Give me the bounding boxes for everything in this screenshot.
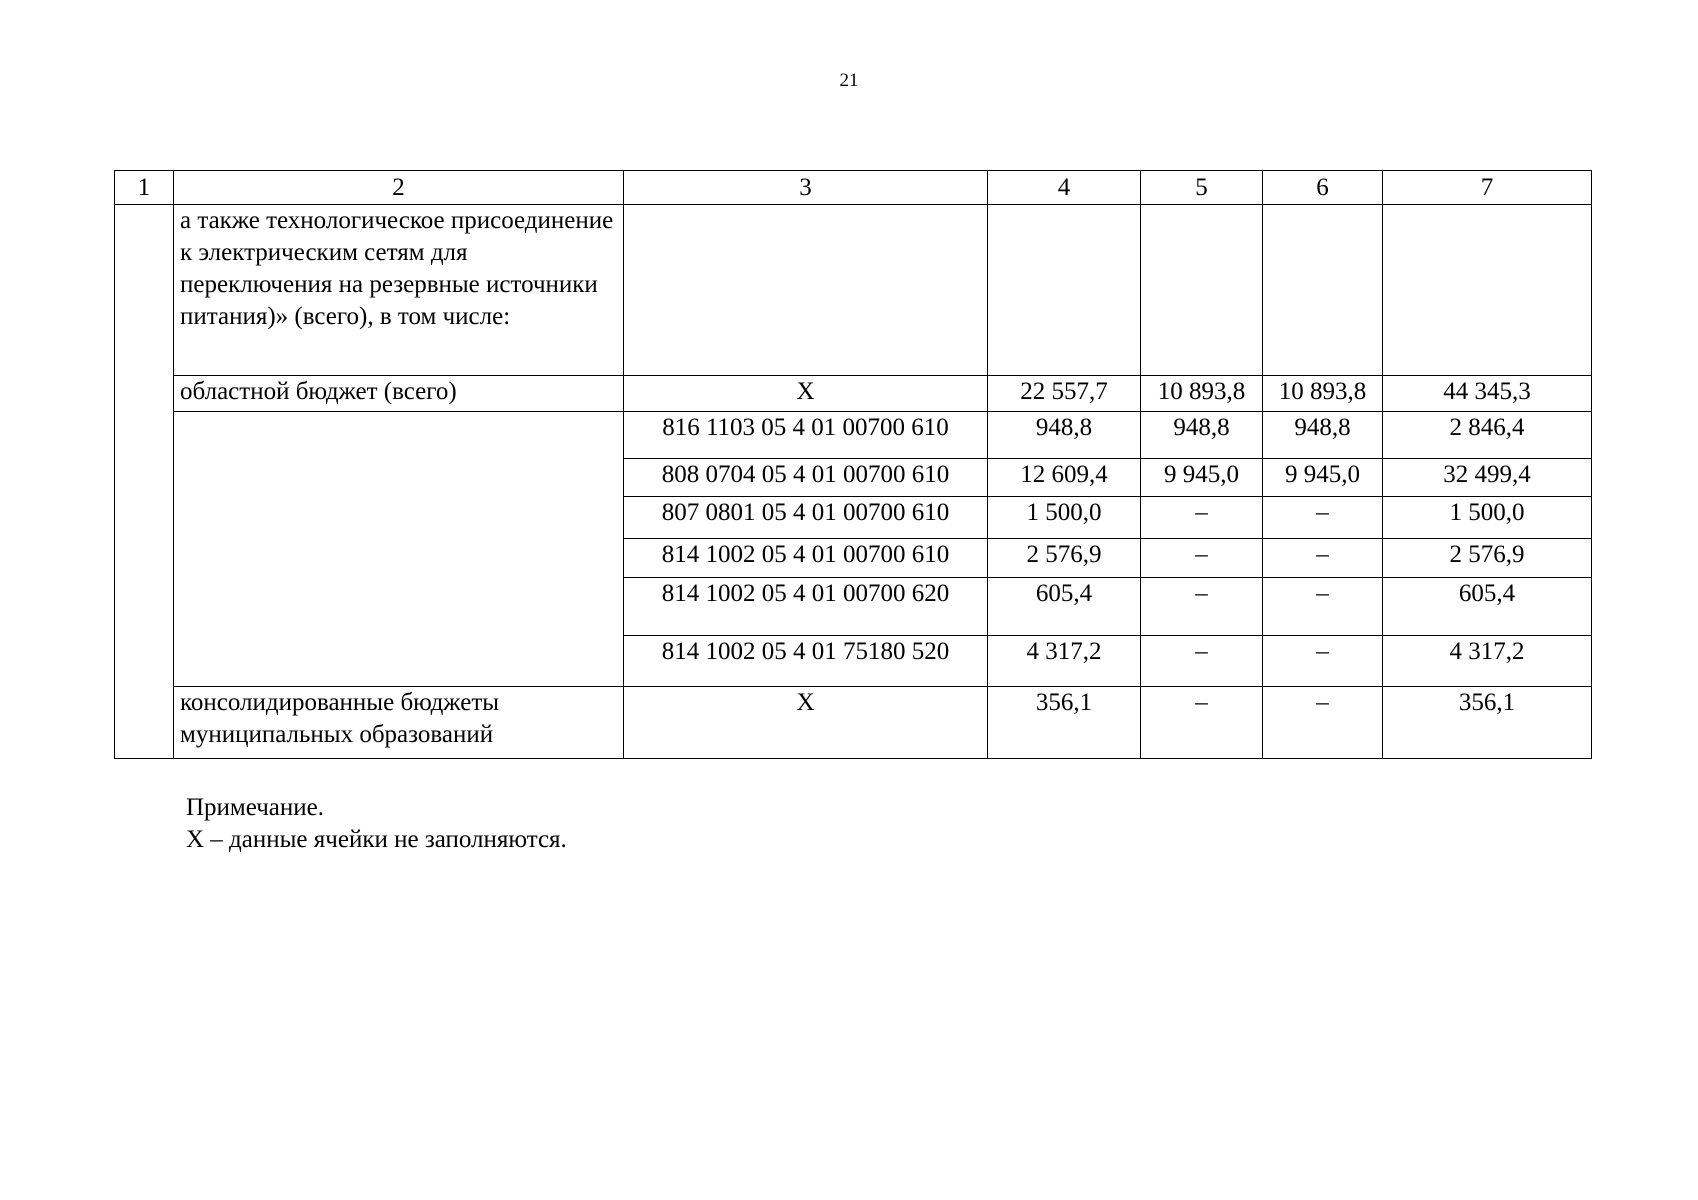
municipal-v5: – [1141,687,1263,759]
municipal-code: Х [624,687,988,759]
value-cell-5: – [1141,578,1263,636]
value-cell-7: 32 499,4 [1383,459,1592,497]
header-cell-2: 2 [174,171,624,205]
oblast-label: областной бюджет (всего) [174,376,624,412]
value-cell-5: 9 945,0 [1141,459,1263,497]
codes-description-empty [174,412,624,687]
page-number: 21 [839,70,859,91]
row-number-cell [115,205,174,759]
intro-v6-empty [1263,205,1383,376]
oblast-v6: 10 893,8 [1263,376,1383,412]
table-row [115,412,1592,459]
header-cell-6: 6 [1263,171,1383,205]
value-cell-6: 9 945,0 [1263,459,1383,497]
oblast-v4: 22 557,7 [988,376,1141,412]
header-cell-1: 1 [115,171,174,205]
code-cell: 814 1002 05 4 01 75180 520 [624,636,988,687]
value-cell-7: 2 576,9 [1383,539,1592,578]
value-cell-6: – [1263,578,1383,636]
code-cell: 814 1002 05 4 01 00700 610 [624,539,988,578]
municipal-v6: – [1263,687,1383,759]
oblast-v5: 10 893,8 [1141,376,1263,412]
value-cell-5: – [1141,539,1263,578]
value-cell-7: 605,4 [1383,578,1592,636]
table-row-intro [115,205,1592,376]
footnote [186,792,567,856]
value-cell-4: 948,8 [988,412,1141,459]
intro-v7-empty [1383,205,1592,376]
value-cell-5: – [1141,497,1263,539]
code-cell: 816 1103 05 4 01 00700 610 [624,412,988,459]
oblast-v7: 44 345,3 [1383,376,1592,412]
value-cell-6: – [1263,539,1383,578]
municipal-label: консолидированные бюджеты муниципальных образований [174,687,624,759]
table-row-oblast [115,376,1592,412]
municipal-v7: 356,1 [1383,687,1592,759]
table-row-municipal [115,687,1592,759]
value-cell-7: 4 317,2 [1383,636,1592,687]
footnote-title: Примечание. [186,794,325,821]
intro-code-empty [624,205,988,376]
municipal-v4: 356,1 [988,687,1141,759]
header-cell-5: 5 [1141,171,1263,205]
value-cell-4: 1 500,0 [988,497,1141,539]
value-cell-5: – [1141,636,1263,687]
oblast-code: Х [624,376,988,412]
value-cell-6: – [1263,497,1383,539]
header-cell-3: 3 [624,171,988,205]
value-cell-7: 1 500,0 [1383,497,1592,539]
header-cell-4: 4 [988,171,1141,205]
intro-v4-empty [988,205,1141,376]
intro-description: а также технологическое присоединение к электрическим сетям для переключения на резервные источники питания)» (всего), в том числе: [174,205,624,376]
value-cell-4: 12 609,4 [988,459,1141,497]
value-cell-4: 2 576,9 [988,539,1141,578]
value-cell-5: 948,8 [1141,412,1263,459]
header-cell-7: 7 [1383,171,1592,205]
value-cell-7: 2 846,4 [1383,412,1592,459]
code-cell: 808 0704 05 4 01 00700 610 [624,459,988,497]
intro-v5-empty [1141,205,1263,376]
value-cell-6: 948,8 [1263,412,1383,459]
budget-table [114,170,1592,759]
header-row [115,171,1592,205]
value-cell-4: 605,4 [988,578,1141,636]
value-cell-6: – [1263,636,1383,687]
value-cell-4: 4 317,2 [988,636,1141,687]
footnote-text: Х – данные ячейки не заполняются. [186,826,567,853]
code-cell: 807 0801 05 4 01 00700 610 [624,497,988,539]
code-cell: 814 1002 05 4 01 00700 620 [624,578,988,636]
